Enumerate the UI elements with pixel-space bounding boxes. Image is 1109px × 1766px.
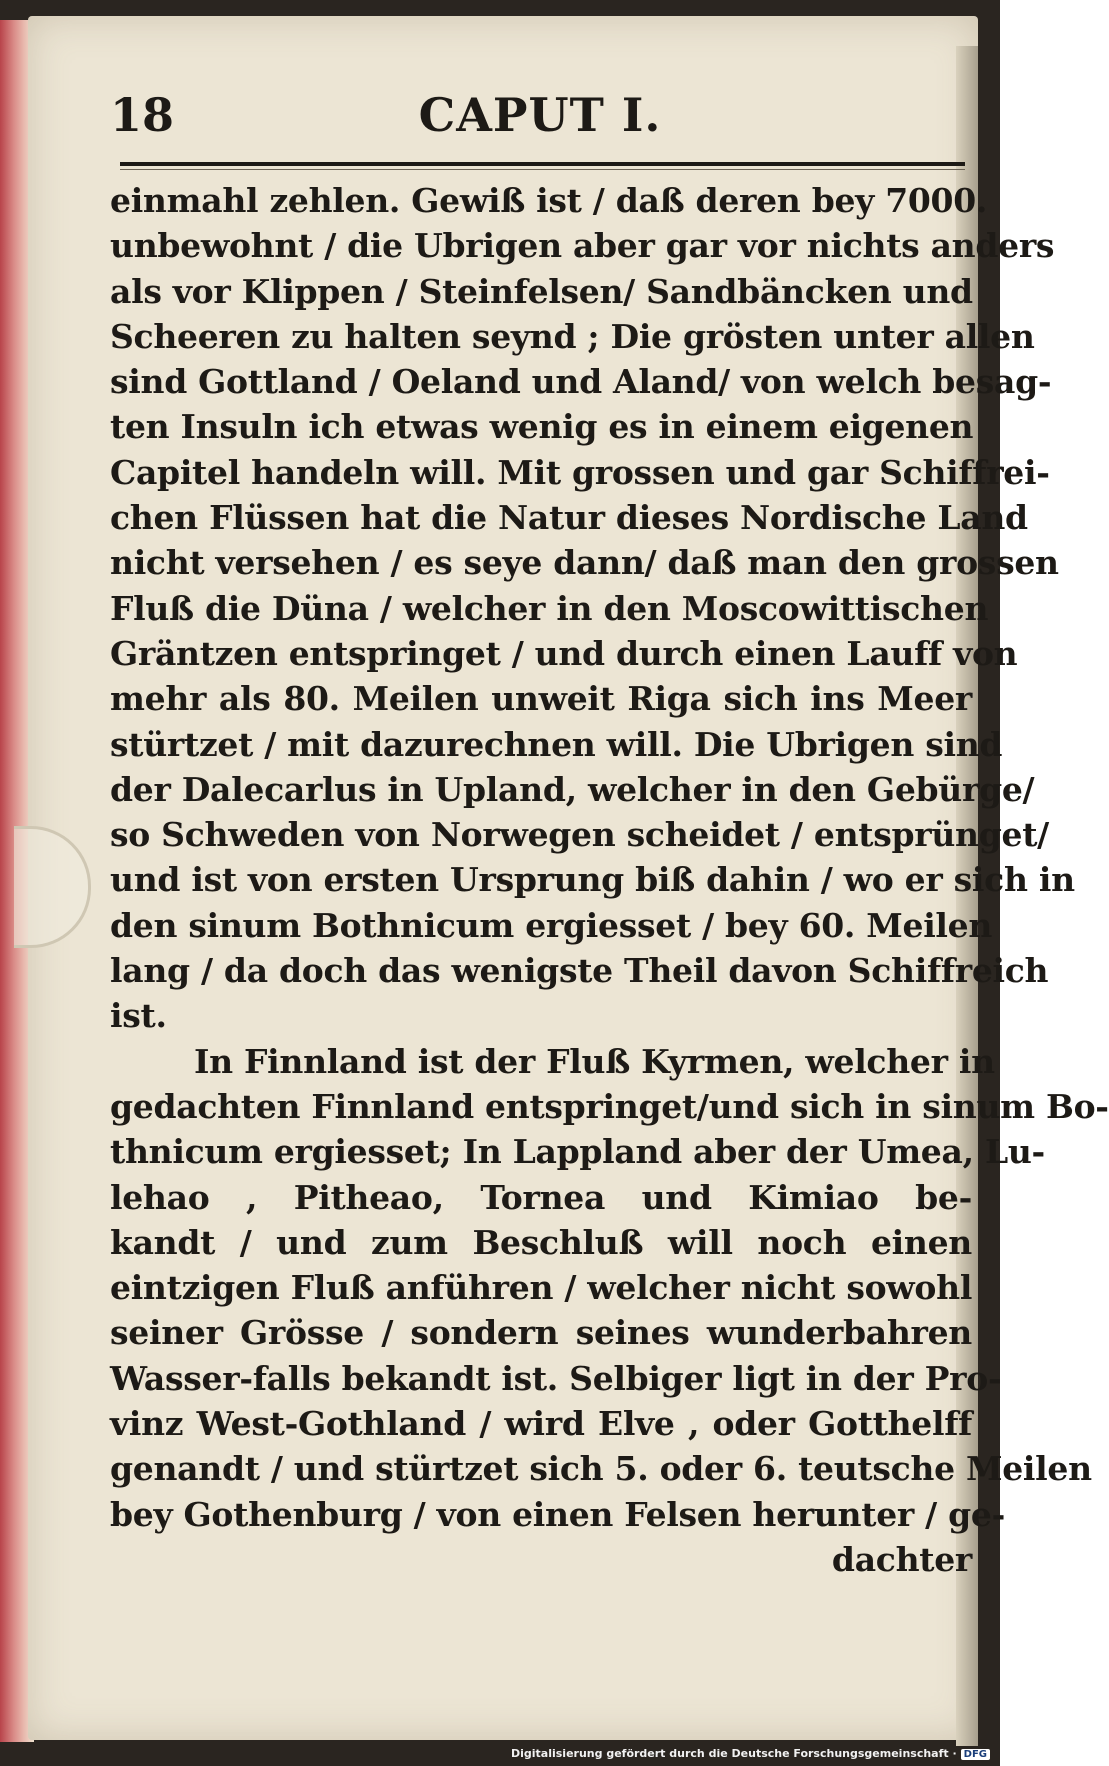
text-line: und ist von ersten Ursprung biß dahin / wo er sich in [110,860,1075,900]
text-line: einmahl zehlen. Gewiß ist / daß deren bey 7000. [110,181,988,220]
text-line: thnicum ergiesset; In Lappland aber der Umea, Lu- [110,1132,1045,1172]
text-line: nicht versehen / es seye dann/ daß man den grossen [110,543,1059,583]
credit-text: Digitalisierung gefördert durch die Deutsche Forschungsgemeinschaft · [510,1747,957,1760]
page-number: 18 [110,88,175,142]
text-line: kandt / und zum Beschluß will noch einen [110,1222,972,1262]
text-line: den sinum Bothnicum ergiesset / bey 60. Meilen [110,905,993,945]
text-line: ist. [110,996,167,1036]
text-line: genandt / und stürtzet sich 5. oder 6. teutsche Meilen [110,1449,1092,1489]
text-line: chen Flüssen hat die Natur dieses Nordische Land [110,498,1028,538]
text-line: Gräntzen entspringet / und durch einen Lauff von [110,633,1018,673]
text-line: stürtzet / mit dazurechnen will. Die Ubrigen sind [110,724,1003,764]
text-line: Fluß die Düna / welcher in den Moscowittischen [110,588,989,628]
body-text [110,178,1109,1582]
text-line: vinz West-Gothland / wird Elve , oder Gotthelff [110,1404,972,1444]
text-line: ten Insuln ich etwas wenig es in einem eigenen [110,407,974,447]
running-head [110,88,970,148]
text-line: seiner Grösse / sondern seines wunderbahren [110,1313,972,1353]
text-line: so Schweden von Norwegen scheidet / entsprünget/ [110,815,1049,855]
chapter-title: CAPUT I. [418,88,662,142]
paragraph-start-line: In Finnland ist der Fluß Kyrmen, welcher in [194,1041,995,1081]
header-rule-thin [120,169,965,170]
text-line: Scheeren zu halten seynd ; Die grösten unter allen [110,316,1035,356]
text-line: Wasser-falls bekandt ist. Selbiger ligt in der Pro- [110,1358,1002,1398]
text-line: sind Gottland / Oeland und Aland/ von welch besag- [110,362,1052,402]
text-line: lehao , Pitheao, Tornea und Kimiao be- [110,1177,972,1217]
text-line: als vor Klippen / Steinfelsen/ Sandbäncken und [110,271,973,311]
text-line: unbewohnt / die Ubrigen aber gar vor nichts anders [110,226,1055,266]
text-line: mehr als 80. Meilen unweit Riga sich ins Meer [110,679,972,719]
catchword: dachter [831,1539,972,1579]
text-line: eintzigen Fluß anführen / welcher nicht sowohl [110,1268,973,1308]
digitization-credit [511,1747,990,1760]
text-line: lang / da doch das wenigste Theil davon Schiffreich [110,951,1049,991]
header-rule [120,162,965,166]
text-line: bey Gothenburg / von einen Felsen herunter / ge- [110,1494,1005,1534]
text-line: der Dalecarlus in Upland, welcher in den Gebürge/ [110,769,1035,809]
text-line: gedachten Finnland entspringet/und sich in sinum Bo- [110,1086,1109,1126]
dfg-logo: DFG [961,1749,990,1760]
text-line: Capitel handeln will. Mit grossen und gar Schiffrei- [110,452,1050,492]
